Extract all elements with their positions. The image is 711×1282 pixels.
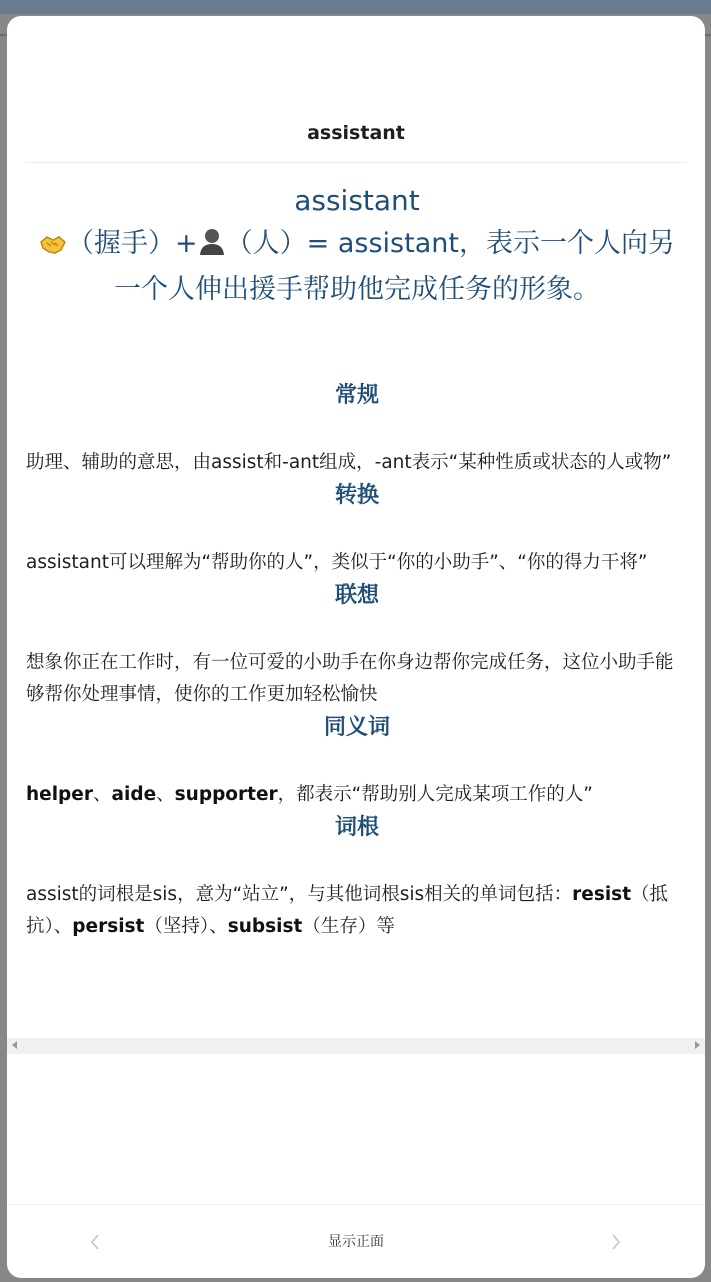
person-emoji-icon	[198, 225, 226, 255]
headword: assistant	[294, 184, 420, 217]
flashcard-modal	[7, 16, 705, 1278]
root-separator: 、	[209, 916, 228, 937]
section-body-regular: 助理、辅助的意思，由assist和-ant组成，-ant表示“某种性质或状态的人或物”	[26, 452, 672, 473]
synonym-separator: 、	[156, 784, 175, 805]
chevron-right-icon	[610, 1233, 622, 1251]
root-related-word: resist	[572, 884, 632, 905]
section-heading-root: 词根	[334, 815, 379, 840]
prev-card-button[interactable]	[80, 1227, 110, 1257]
synonym-word: helper	[26, 784, 93, 805]
section-body-convert: assistant可以理解为“帮助你的人”，类似于“你的小助手”、“你的得力干将”	[26, 552, 648, 573]
chevron-left-icon	[89, 1233, 101, 1251]
root-intro: assist的词根是sis，意为“站立”，与其他词根sis相关的单词包括：	[26, 884, 573, 905]
section-heading-convert: 转换	[334, 483, 379, 508]
root-tail: 等	[376, 916, 395, 937]
mnemonic-text	[26, 221, 688, 313]
section-heading-association: 联想	[334, 583, 379, 608]
background-titlebar	[0, 0, 711, 14]
card-footer	[7, 1205, 705, 1278]
section-heading-synonyms: 同义词	[323, 715, 390, 740]
show-front-button[interactable]: 显示正面	[328, 1234, 384, 1250]
card-title: assistant	[307, 122, 405, 144]
root-separator: 、	[53, 916, 73, 937]
synonym-tail: ，都表示“帮助别人完成某项工作的人”	[277, 784, 593, 805]
mnemonic-part2: （人）= assistant，表示一个人向另一个人伸出援手帮助他完成任务的形象。	[114, 228, 675, 305]
horizontal-scrollbar[interactable]	[7, 1038, 705, 1054]
section-body-root	[26, 879, 688, 943]
root-related-word: subsist	[227, 916, 303, 937]
next-card-button[interactable]	[601, 1227, 631, 1257]
title-divider	[26, 162, 686, 163]
section-body-association: 想象你正在工作时，有一位可爱的小助手在你身边帮你完成任务，这位小助手能够帮你处理事情，使你的工作更加轻松愉快	[26, 652, 674, 705]
scroll-right-arrow-icon[interactable]	[695, 1041, 700, 1049]
synonym-separator: 、	[92, 784, 112, 805]
section-body-synonyms	[26, 779, 688, 811]
root-related-gloss: （生存）	[302, 916, 377, 937]
mnemonic-part1: （握手）+	[67, 228, 198, 259]
section-heading-regular: 常规	[334, 383, 379, 408]
handshake-emoji-icon	[39, 224, 67, 246]
synonym-word: aide	[111, 784, 157, 805]
scroll-left-arrow-icon[interactable]	[12, 1041, 17, 1049]
root-related-gloss: （坚持）	[144, 916, 210, 937]
root-related-gloss: （抵抗）	[26, 884, 669, 937]
synonym-word: supporter	[174, 784, 278, 805]
root-related-word: persist	[72, 916, 145, 937]
card-content	[26, 181, 688, 943]
